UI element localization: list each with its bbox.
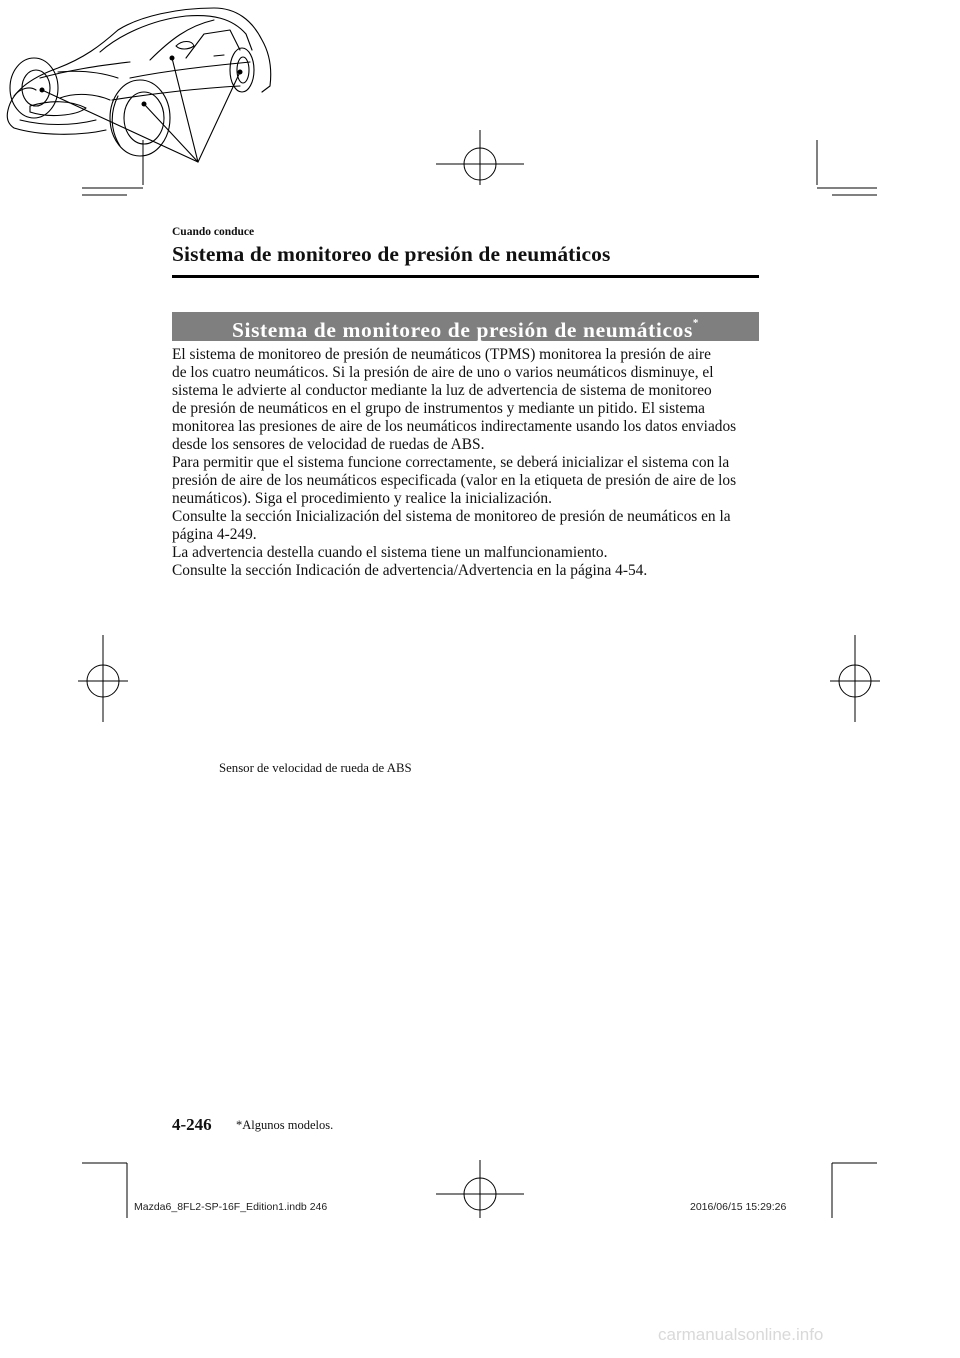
body-line: Consulte la sección Inicialización del sistema de monitoreo de presión de neumáticos en la — [172, 508, 731, 525]
page-number: 4-246 — [172, 1115, 212, 1134]
figure-caption: Sensor de velocidad de rueda de ABS — [219, 761, 412, 775]
body-line: de presión de neumáticos en el grupo de instrumentos y mediante un pitido. El sistema — [172, 400, 705, 417]
body-line: monitorea las presiones de aire de los neumáticos indirectamente usando los datos enviados — [172, 418, 737, 435]
registration-mark-right — [830, 635, 880, 722]
section-kicker: Cuando conduce — [172, 226, 255, 238]
print-slug-date: 2016/06/15 15:29:26 — [690, 1201, 787, 1213]
body-line: Consulte la sección Indicación de advertencia/Advertencia en la página 4-54. — [172, 562, 648, 579]
print-slug-file: Mazda6_8FL2-SP-16F_Edition1.indb 246 — [134, 1201, 328, 1213]
page-title: Sistema de monitoreo de presión de neumáticos — [172, 242, 611, 266]
section-heading: Sistema de monitoreo de presión de neumáticos — [231, 318, 693, 343]
body-line: desde los sensores de velocidad de ruedas de ABS. — [172, 436, 485, 453]
body-line: La advertencia destella cuando el sistema tiene un malfuncionamiento. — [172, 544, 608, 561]
body-line: neumáticos). Siga el procedimiento y realice la inicialización. — [172, 490, 552, 507]
body-line: sistema le advierte al conductor mediante la luz de advertencia de sistema de monitoreo — [172, 382, 712, 399]
body-text — [172, 346, 772, 580]
watermark: carmanualsonline.info — [658, 1325, 824, 1344]
body-line: Para permitir que el sistema funcione correctamente, se deberá inicializar el sistema con la — [172, 454, 730, 471]
body-line: presión de aire de los neumáticos especificada (valor en la etiqueta de presión de aire de los — [172, 472, 737, 489]
footnote: *Algunos modelos. — [236, 1118, 334, 1132]
registration-mark-bottom — [436, 1160, 524, 1218]
body-line: página 4-249. — [172, 526, 257, 543]
registration-mark-left — [78, 635, 128, 722]
body-line: de los cuatro neumáticos. Si la presión de aire de uno o varios neumáticos disminuye, el — [172, 364, 714, 381]
body-line: El sistema de monitoreo de presión de neumáticos (TPMS) monitorea la presión de aire — [172, 346, 711, 363]
heading-asterisk: * — [692, 317, 700, 329]
section-heading-banner — [172, 312, 759, 341]
registration-mark-top — [436, 130, 524, 185]
title-rule — [172, 275, 759, 278]
